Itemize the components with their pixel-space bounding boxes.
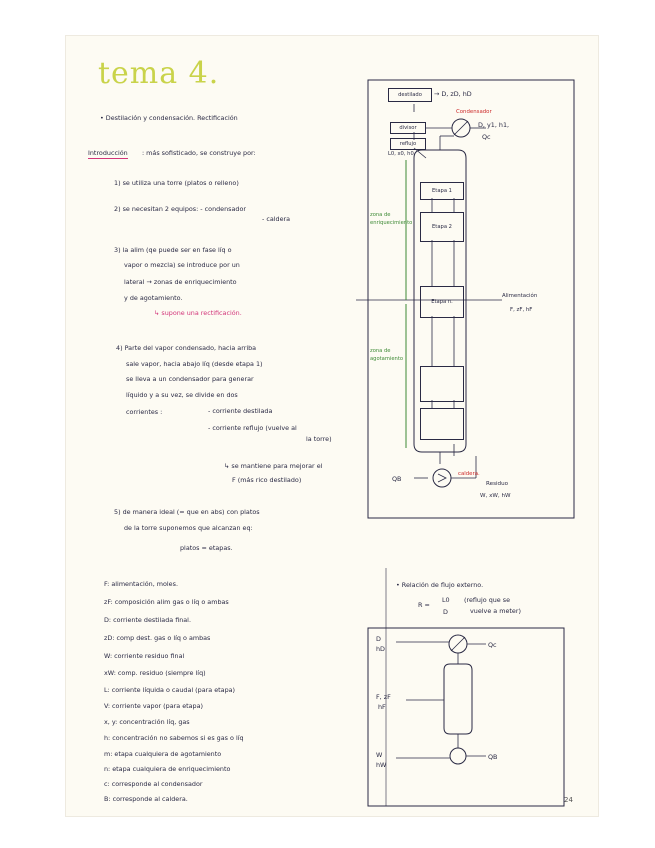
condenser-vars: D, y1, h1, xyxy=(478,121,510,129)
small-top-left: D xyxy=(376,635,381,643)
item-4i: ↳ se mantiene para mejorar el xyxy=(224,462,323,470)
item-2b: - caldera xyxy=(262,215,291,223)
legend-item-xW: xW: comp. residuo (siempre líq) xyxy=(104,669,206,677)
legend-item-zD: zD: comp dest. gas o líq o ambas xyxy=(104,634,211,642)
item-4b: sale vapor, hacia abajo líq (desde etapa 1) xyxy=(126,360,263,368)
divisor-box: divisor xyxy=(390,122,426,134)
legend-item-xy: x, y: concentración líq, gas xyxy=(104,718,190,726)
legend-item-W: W: corriente residuo final xyxy=(104,652,185,660)
item-4j: F (más rico destilado) xyxy=(232,476,302,484)
item-3e: ↳ supone una rectificación. xyxy=(154,309,242,317)
reflux-formula-den: D xyxy=(443,608,448,616)
intro-text: : más sofisticado, se construye por: xyxy=(142,149,256,157)
legend-item-c: c: corresponde al condensador xyxy=(104,780,203,788)
small-feed: F, zF xyxy=(376,693,391,701)
item-3b: vapor o mezcla) se introduce por un xyxy=(124,261,240,269)
reflux-note-1: (reflujo que se xyxy=(464,596,511,604)
destilado-box: destilado xyxy=(388,88,432,102)
reflux-formula-lhs: R = xyxy=(418,601,430,609)
intro-label: Introducción xyxy=(88,149,128,157)
item-3d: y de agotamiento. xyxy=(124,294,183,302)
stage-n-box: Etapa n. xyxy=(420,286,464,318)
item-1: 1) se utiliza una torre (platos o relleno) xyxy=(114,179,239,187)
reflux-heading: • Relación de flujo externo. xyxy=(396,581,484,589)
item-2: 2) se necesitan 2 equipos: - condensador xyxy=(114,205,247,213)
item-3a: 3) la alim (qe puede ser en fase líq o xyxy=(114,246,232,254)
heading-destilacion: • Destilación y condensación. Rectificación xyxy=(100,114,238,122)
legend-item-n: n: etapa cualquiera de enriquecimiento xyxy=(104,765,231,773)
page-number: 24 xyxy=(564,796,573,804)
condenser-label: Condensador xyxy=(456,109,492,115)
small-qb: QB xyxy=(488,753,498,761)
reboiler-circle xyxy=(433,469,451,487)
legend-item-L: L: corriente líquida o caudal (para etapa) xyxy=(104,686,236,694)
stage-1-box: Etapa 1 xyxy=(420,182,464,200)
stage-2-box: Etapa 2 xyxy=(420,212,464,242)
residuo-label: Residuo xyxy=(486,481,509,487)
alimentacion-label: Alimentación xyxy=(502,293,538,299)
reflux-formula-num: L0 xyxy=(442,596,450,604)
zone-agotamiento-label: zona de agotamiento xyxy=(370,348,404,362)
reflujo-vars: L0, x0, h0 xyxy=(388,151,414,157)
item-5b: de la torre suponemos que alcanzan eq: xyxy=(124,524,253,532)
item-4f: - corriente destilada xyxy=(208,407,273,415)
item-4d: líquido y a su vez, se divide en dos xyxy=(126,391,238,399)
item-4a: 4) Parte del vapor condensado, hacia arriba xyxy=(116,344,257,352)
stage-bottom-box xyxy=(420,408,464,440)
page-title: tema 4. xyxy=(98,56,220,91)
legend-item-B: B: corresponde al caldera. xyxy=(104,795,188,803)
item-4h: la torre) xyxy=(306,435,332,443)
legend-item-m: m: etapa cualquiera de agotamiento xyxy=(104,750,222,758)
diagram-lines xyxy=(66,36,598,816)
item-5c: platos = etapas. xyxy=(180,544,233,552)
residuo-vars: W, xW, hW xyxy=(480,493,511,499)
reflux-note-2: vuelve a meter) xyxy=(470,607,521,615)
small-qc: Qc xyxy=(488,641,497,649)
zone-enriquecimiento-label: zona de enriquecimiento xyxy=(370,212,413,226)
qb-label: QB xyxy=(392,475,402,483)
small-bot-left: W xyxy=(376,751,383,759)
condenser-q: Qc xyxy=(482,133,491,141)
destilado-vars: → D, zD, hD xyxy=(434,90,472,98)
stage-m-box xyxy=(420,366,464,402)
item-4c: se lleva a un condensador para generar xyxy=(126,375,254,383)
reflujo-box: reflujo xyxy=(390,138,426,150)
small-feed-2: hF xyxy=(378,703,386,711)
item-4g: - corriente reflujo (vuelve al xyxy=(208,424,297,432)
notebook-page xyxy=(66,36,598,816)
item-3c: lateral → zonas de enriquecimiento xyxy=(124,278,237,286)
alimentacion-vars: F, zF, hF xyxy=(510,307,533,313)
legend-item-F: F: alimentación, moles. xyxy=(104,580,178,588)
small-top-left-2: hD xyxy=(376,645,385,653)
item-4e: corrientes : xyxy=(126,408,163,416)
caldera-label: caldera. xyxy=(458,471,480,477)
legend-item-zF: zF: composición alim gas o líq o ambas xyxy=(104,598,229,606)
small-bot-left-2: hW xyxy=(376,761,387,769)
legend-item-V: V: corriente vapor (para etapa) xyxy=(104,702,204,710)
item-5a: 5) de manera ideal (= que en abs) con platos xyxy=(114,508,260,516)
legend-item-h: h: concentración no sabemos si es gas o líq xyxy=(104,734,244,742)
legend-item-D: D: corriente destilada final. xyxy=(104,616,191,624)
small-diagram-frame xyxy=(368,628,564,806)
